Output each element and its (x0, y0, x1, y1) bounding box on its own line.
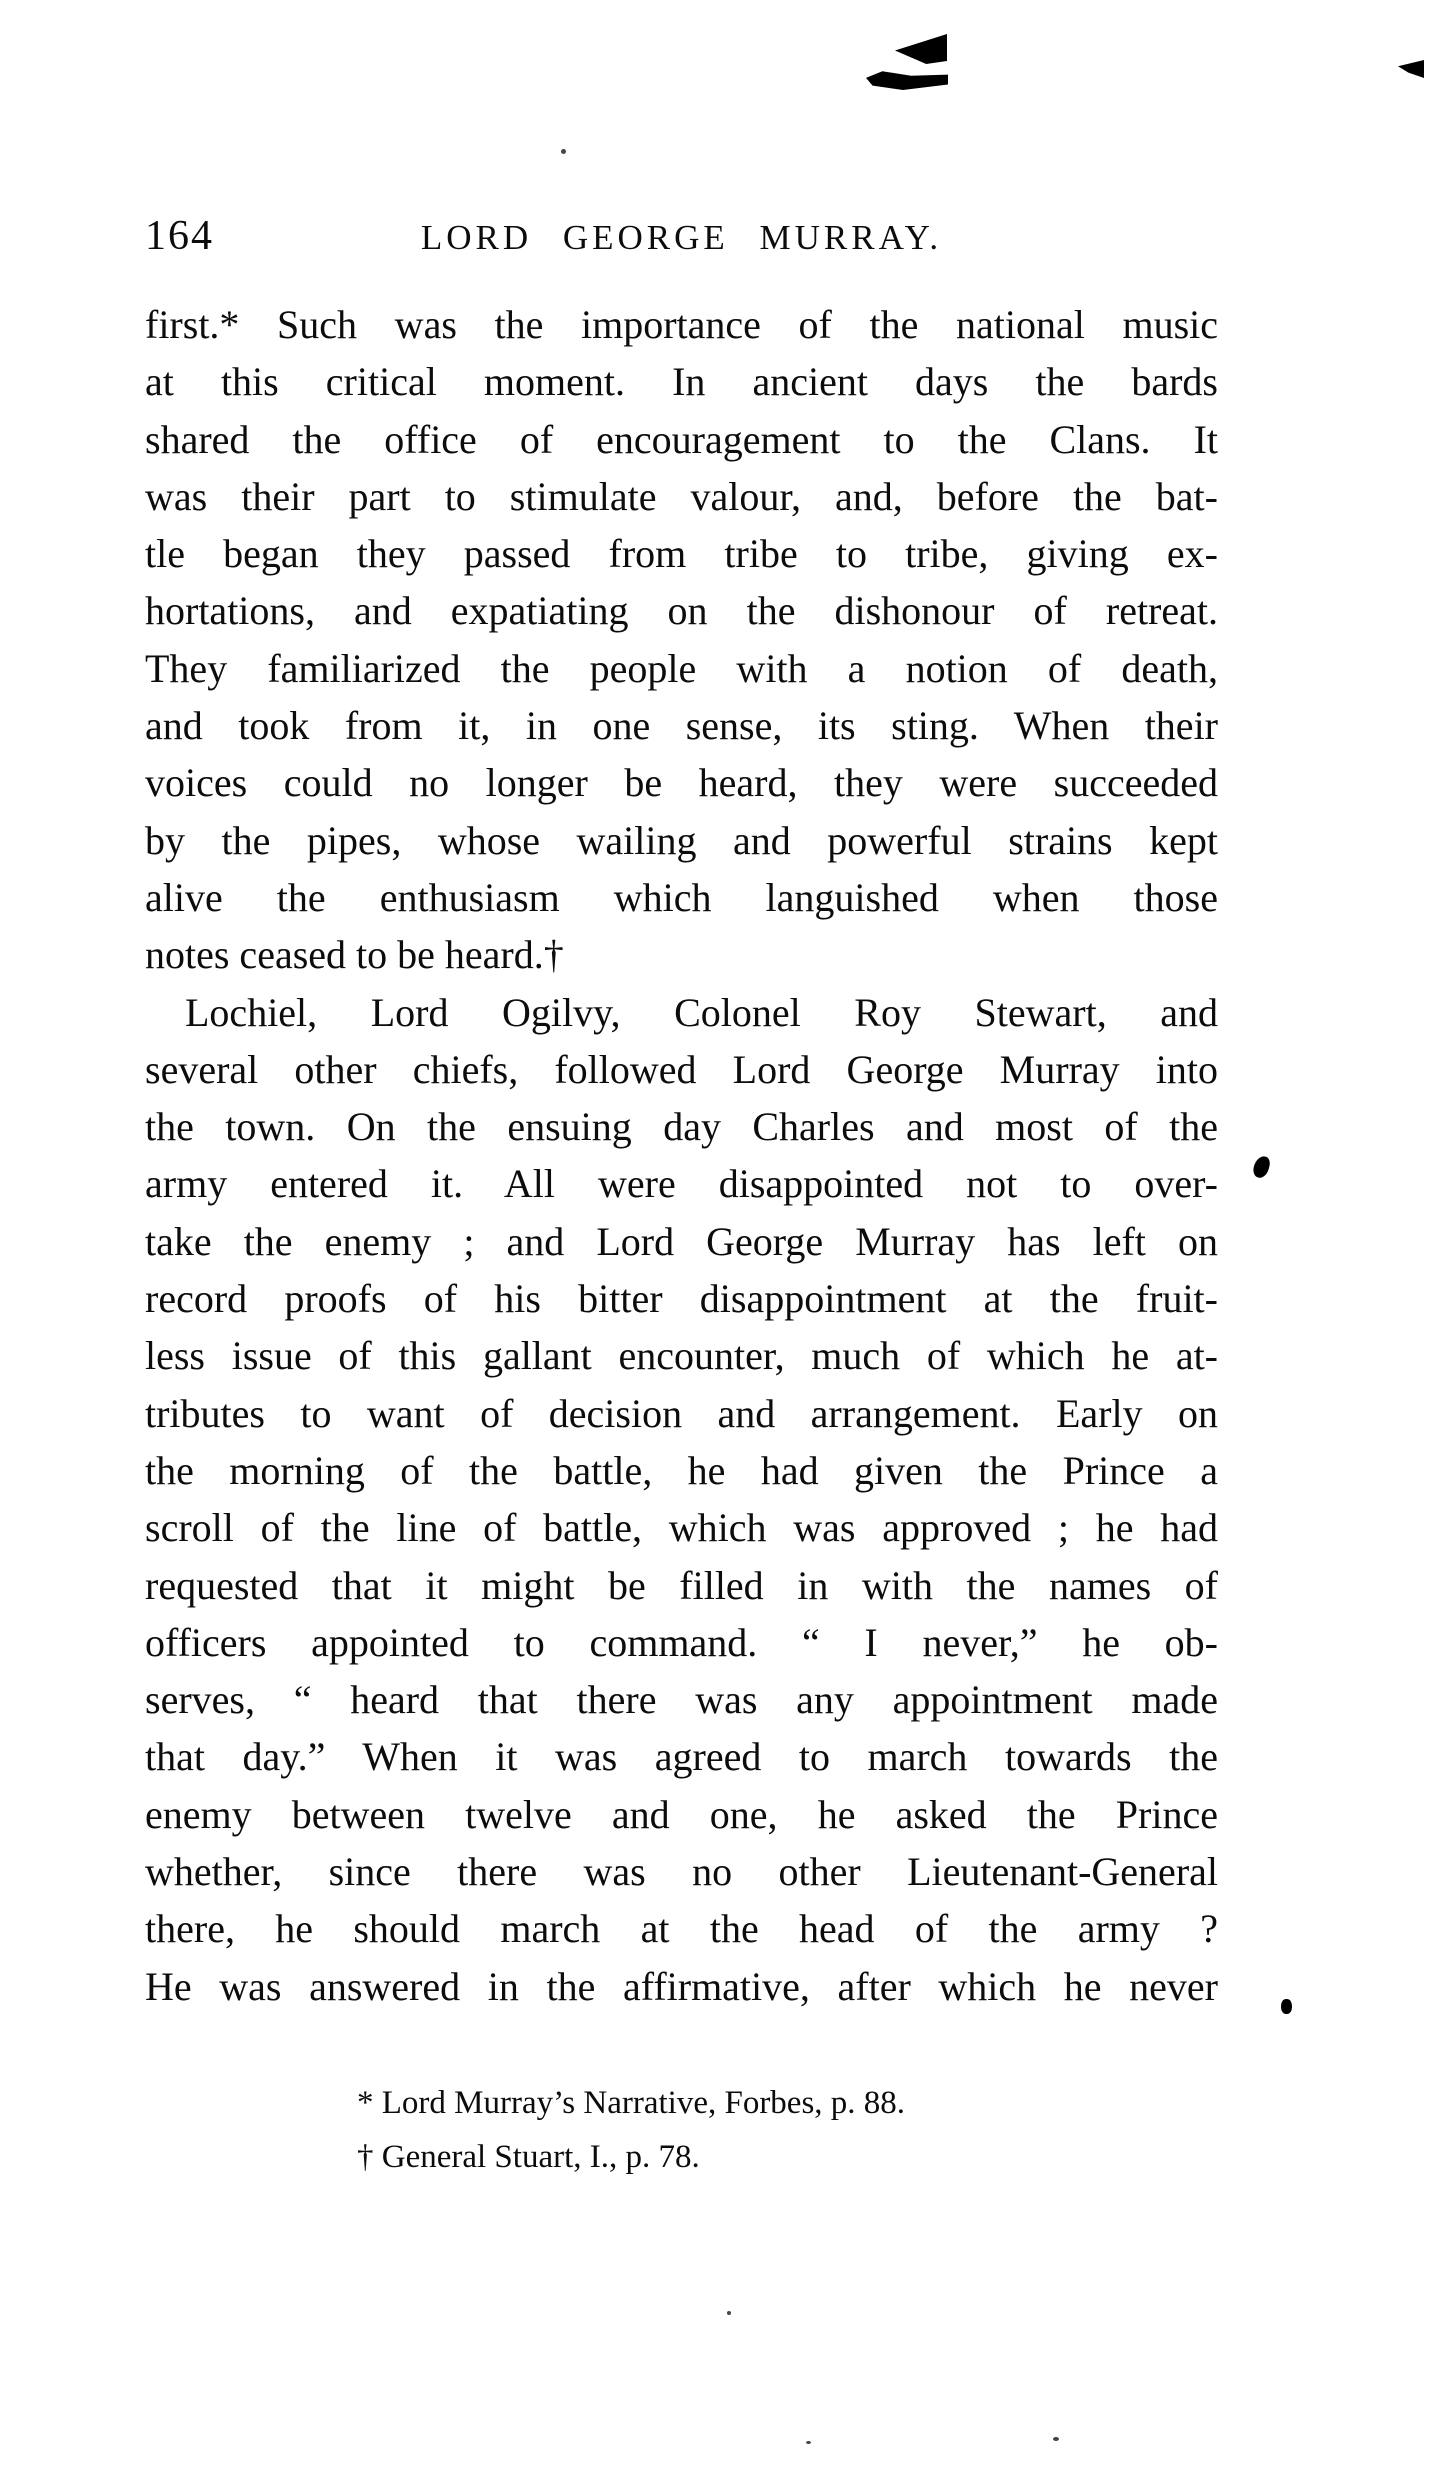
text-line: shared the office of encouragement to the Clans. It (145, 416, 1218, 462)
running-header: LORD GEORGE MURRAY. (420, 218, 943, 257)
text-line: requested that it might be filled in with the names of (145, 1562, 1218, 1608)
text-line: was their part to stimulate valour, and, before the bat- (145, 473, 1218, 519)
text-line: whether, since there was no other Lieutenant-General (145, 1849, 1218, 1895)
text-line: serves, “ heard that there was any appointment made (145, 1677, 1218, 1723)
footnote: * Lord Murray’s Narrative, Forbes, p. 88. (357, 2085, 906, 2121)
ink-speck-right-margin (1252, 1155, 1272, 1180)
text-line: several other chiefs, followed Lord George Murray into (145, 1046, 1218, 1092)
scan-dot (727, 2311, 731, 2315)
text-line: He was answered in the affirmative, after which he never (145, 1963, 1218, 2009)
text-line: record proofs of his bitter disappointment at the fruit- (145, 1276, 1218, 1322)
text-line: and took from it, in one sense, its sting. When their (145, 703, 1218, 749)
text-line: alive the enthusiasm which languished when those (145, 874, 1218, 920)
text-line: there, he should march at the head of the army ? (145, 1906, 1218, 1952)
text-line: that day.” When it was agreed to march towards the (145, 1734, 1218, 1780)
text-line: hortations, and expatiating on the dishonour of retreat. (145, 588, 1218, 634)
text-line: Lochiel, Lord Ogilvy, Colonel Roy Stewart, and (185, 989, 1218, 1035)
scan-dot (1053, 2437, 1059, 2441)
text-line: the town. On the ensuing day Charles and most of the (145, 1104, 1218, 1150)
text-line: tributes to want of decision and arrangement. Early on (145, 1390, 1218, 1436)
text-line: army entered it. All were disappointed not to over- (145, 1161, 1218, 1207)
text-line: voices could no longer be heard, they were succeeded (145, 760, 1218, 806)
scan-dot (806, 2441, 811, 2444)
text-line: the morning of the battle, he had given the Prince a (145, 1447, 1218, 1493)
text-line: take the enemy ; and Lord George Murray has left on (145, 1218, 1218, 1264)
text-line: notes ceased to be heard.† (145, 932, 564, 978)
ink-mark-top-right (1398, 60, 1424, 78)
scan-dot (561, 149, 566, 154)
text-line: at this critical moment. In ancient days the bards (145, 359, 1218, 405)
footnotes (357, 2076, 1257, 2184)
ink-smudge-top-streak (866, 68, 948, 90)
text-line: They familiarized the people with a notion of death, (145, 645, 1218, 691)
text-line: tle began they passed from tribe to tribe, giving ex- (145, 531, 1218, 577)
footnote: † General Stuart, I., p. 78. (357, 2139, 700, 2175)
text-line: officers appointed to command. “ I never,” he ob- (145, 1619, 1218, 1665)
text-line: less issue of this gallant encounter, much of which he at- (145, 1333, 1218, 1379)
text-line: by the pipes, whose wailing and powerful strains kept (145, 817, 1218, 863)
page-number: 164 (145, 213, 214, 259)
text-line: scroll of the line of battle, which was approved ; he had (145, 1505, 1218, 1551)
ink-smudge-top (895, 34, 947, 64)
ink-speck-lower-right (1281, 1999, 1292, 2014)
body-text (145, 296, 1218, 2015)
text-line: first.* Such was the importance of the national music (145, 302, 1218, 347)
text-line: enemy between twelve and one, he asked the Prince (145, 1791, 1218, 1837)
